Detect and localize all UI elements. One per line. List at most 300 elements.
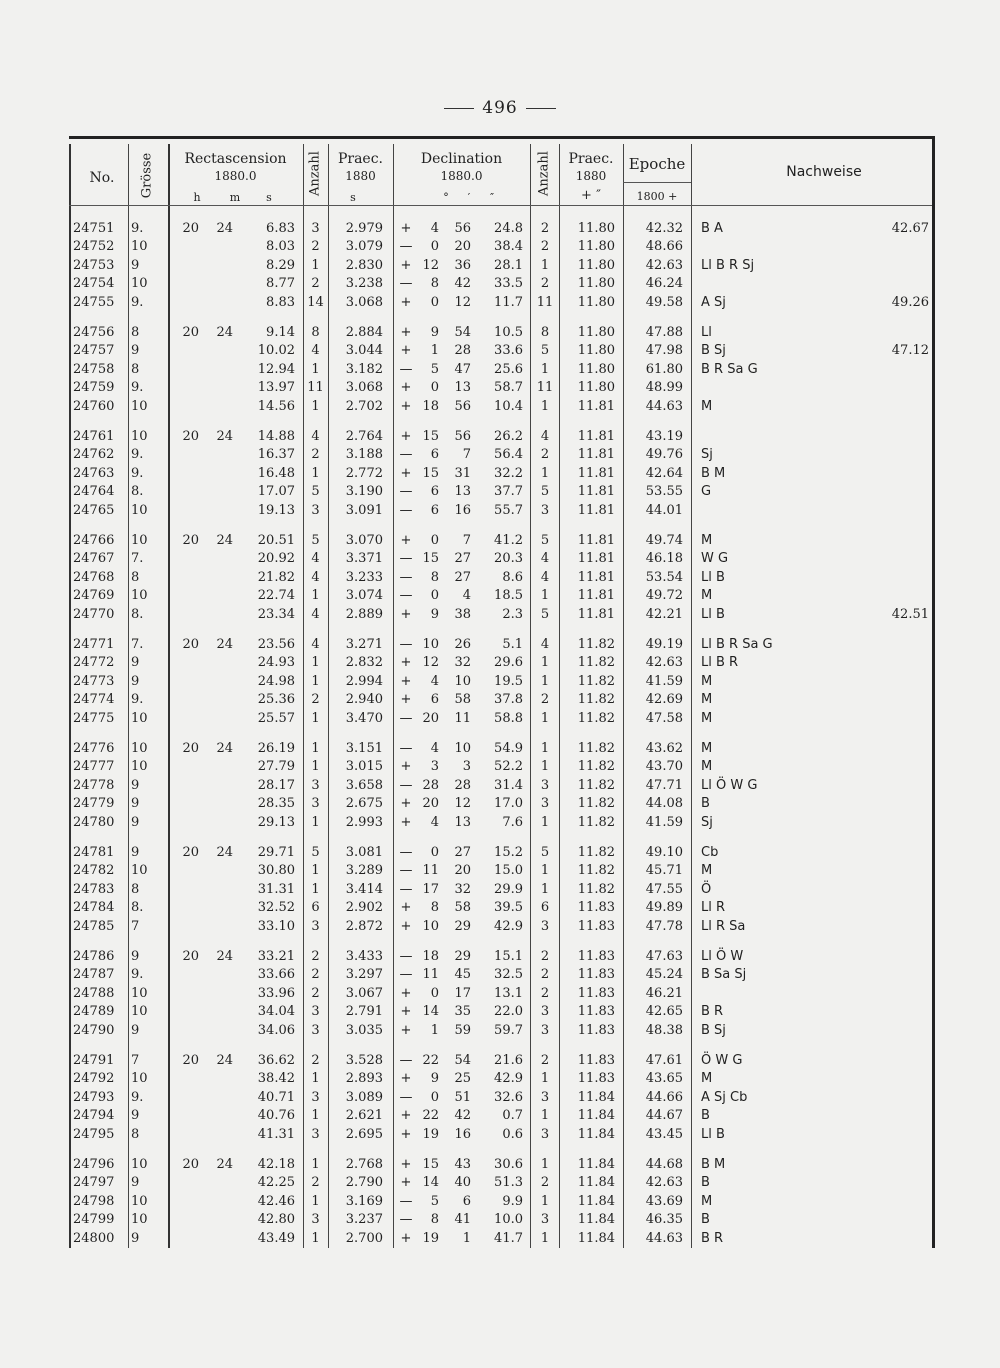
cell-ep: 48.99 [645,380,683,396]
cell-pa: 2.994 [345,673,383,689]
cell-ds: 8.6 [502,569,523,585]
cell-gr: 10 [131,741,148,756]
cell-pd: 11.84 [577,1157,615,1172]
cell-d: 9 [430,1071,439,1087]
cell-n2: 3 [540,502,550,518]
table-row [69,465,935,483]
cell-dm: 28 [454,343,471,359]
table-row [69,862,935,880]
cell-ds: 56.4 [494,447,523,463]
cell-n: 4 [311,429,320,444]
cell-n: 2 [311,692,320,708]
table-row [69,740,935,758]
cell-ds: 55.7 [494,502,523,518]
cell-no: 24784 [73,900,115,916]
cell-sign: — [399,863,413,879]
header-anzahl: Anzahl [307,151,323,196]
cell-n2: 8 [540,325,550,340]
cell-ep: 46.18 [645,551,683,567]
table-row [69,569,935,587]
cell-nw: Ll B [701,569,725,585]
header-rectascension: Rectascension [184,151,287,167]
cell-n: 4 [311,637,320,652]
cell-pd: 11.83 [577,900,615,916]
cell-pd: 11.81 [577,588,615,604]
cell-sign: — [399,1212,413,1228]
cell-ep: 49.76 [645,447,683,463]
cell-n: 1 [311,759,320,775]
cell-pd: 11.80 [577,239,615,255]
cell-ds: 33.6 [494,343,523,359]
cell-ds: 25.6 [494,361,523,377]
cell-nw: B A [701,221,723,236]
cell-pd: 11.82 [577,673,615,689]
table-row [69,446,935,464]
cell-dm: 40 [454,1175,471,1191]
cell-pa: 3.015 [345,759,383,775]
table-row [69,948,935,966]
cell-dm: 58 [454,692,471,708]
cell-no: 24794 [73,1108,115,1124]
cell-d: 6 [430,502,439,518]
cell-n: 2 [311,949,320,964]
cell-pd: 11.82 [577,863,615,879]
cell-s: 16.37 [257,447,295,463]
table-row [69,1193,935,1211]
cell-nw: M [701,692,713,708]
cell-nw: B Sj [701,1022,726,1038]
table-row [69,918,935,936]
table-row [69,777,935,795]
cell-ds: 10.5 [494,325,523,340]
cell-d: 8 [430,276,439,292]
table-row [69,654,935,672]
cell-sign: + [400,1004,412,1020]
table-row [69,1211,935,1229]
table-row [69,257,935,275]
header-anzahl-2: Anzahl [536,151,552,196]
cell-extra: 49.26 [891,294,929,310]
cell-dm: 10 [454,741,471,756]
cell-gr: 8 [131,361,140,377]
cell-n2: 5 [540,343,550,359]
cell-nw: Sj [701,447,713,463]
cell-ds: 59.7 [494,1022,523,1038]
page-number-text: 496 [482,98,518,118]
cell-gr: 7. [131,637,144,652]
cell-nw: Ll B [701,1126,725,1142]
cell-s: 41.31 [257,1126,295,1142]
cell-pa: 2.790 [345,1175,383,1191]
table-row [69,814,935,832]
cell-nw: B [701,1212,710,1228]
cell-pd: 11.84 [577,1230,615,1246]
cell-s: 33.10 [257,918,295,934]
cell-m: 24 [216,741,233,756]
cell-ds: 18.5 [494,588,523,604]
cell-s: 29.71 [257,845,295,860]
cell-sign: + [400,325,412,340]
cell-ds: 31.4 [494,777,523,793]
cell-sign: — [399,484,413,500]
cell-pd: 11.81 [577,606,615,622]
cell-ds: 32.5 [494,967,523,983]
cell-ds: 51.3 [494,1175,523,1191]
cell-gr: 9. [131,1089,144,1105]
cell-ep: 53.55 [645,484,683,500]
cell-m: 24 [216,429,233,444]
cell-ep: 45.24 [645,967,683,983]
cell-sign: + [400,900,412,916]
cell-gr: 9 [131,257,140,273]
cell-n2: 1 [540,1108,550,1124]
table-row [69,483,935,501]
cell-no: 24764 [73,484,115,500]
cell-pa: 3.089 [345,1089,383,1105]
cell-nw: B [701,1108,710,1124]
cell-sign: + [400,1126,412,1142]
cell-pa: 2.772 [345,465,383,481]
cell-h: 20 [182,741,199,756]
cell-h: 20 [182,533,199,548]
cell-pa: 2.940 [345,692,383,708]
cell-ep: 43.65 [645,1071,683,1087]
cell-n2: 2 [540,1175,550,1191]
table-top-rule [69,136,935,139]
cell-pd: 11.81 [577,533,615,548]
cell-sign: — [399,637,413,652]
cell-gr: 9 [131,655,140,671]
cell-s: 13.97 [257,380,295,396]
cell-ep: 42.32 [645,221,683,236]
cell-pd: 11.81 [577,447,615,463]
cell-dm: 36 [454,257,471,273]
cell-n2: 3 [540,918,550,934]
cell-nw: A Sj [701,294,726,310]
cell-sign: + [400,1230,412,1246]
cell-nw: B R Sa G [701,361,758,377]
cell-sign: — [399,276,413,292]
cell-sign: + [400,380,412,396]
cell-no: 24763 [73,465,115,481]
cell-s: 27.79 [257,759,295,775]
cell-dm: 3 [462,759,471,775]
cell-d: 12 [422,655,439,671]
cell-n2: 3 [540,1212,550,1228]
cell-s: 40.76 [257,1108,295,1124]
cell-pd: 11.82 [577,637,615,652]
cell-n2: 1 [540,759,550,775]
cell-ds: 24.8 [494,221,523,236]
cell-no: 24760 [73,398,115,414]
cell-ep: 44.08 [645,796,683,812]
cell-n: 1 [311,361,320,377]
cell-n: 5 [311,845,320,860]
cell-ep: 42.69 [645,692,683,708]
cell-ep: 44.63 [645,398,683,414]
cell-s: 42.80 [257,1212,295,1228]
cell-ep: 44.63 [645,1230,683,1246]
cell-n2: 2 [540,692,550,708]
cell-nw: Ö [701,881,712,897]
cell-s: 43.49 [257,1230,295,1246]
cell-pa: 3.151 [345,741,383,756]
cell-pa: 3.091 [345,502,383,518]
cell-no: 24777 [73,759,115,775]
cell-sign: + [400,1175,412,1191]
cell-pd: 11.82 [577,814,615,830]
header-units-h: h [193,191,201,204]
cell-s: 28.17 [257,777,295,793]
cell-n2: 3 [540,1126,550,1142]
cell-n: 1 [311,465,320,481]
cell-pd: 11.82 [577,845,615,860]
cell-no: 24757 [73,343,115,359]
cell-gr: 9 [131,845,140,860]
cell-h: 20 [182,845,199,860]
cell-ep: 42.64 [645,465,683,481]
cell-pa: 3.297 [345,967,383,983]
cell-extra: 47.12 [891,343,929,359]
cell-dm: 35 [454,1004,471,1020]
cell-sign: — [399,741,413,756]
cell-sign: — [399,1053,413,1068]
cell-gr: 8. [131,484,144,500]
cell-pa: 3.068 [345,380,383,396]
cell-sign: + [400,343,412,359]
cell-no: 24771 [73,637,115,652]
cell-gr: 10 [131,276,148,292]
cell-n2: 1 [540,257,550,273]
cell-gr: 9. [131,465,144,481]
cell-dm: 43 [454,1157,471,1172]
cell-no: 24759 [73,380,115,396]
cell-nw: B [701,1175,710,1191]
cell-n: 4 [311,343,320,359]
cell-pd: 11.82 [577,777,615,793]
cell-d: 0 [430,533,439,548]
cell-no: 24793 [73,1089,115,1105]
cell-s: 21.82 [257,569,295,585]
cell-s: 38.42 [257,1071,295,1087]
cell-nw: B M [701,1157,726,1172]
cell-d: 4 [430,741,439,756]
cell-n2: 1 [540,465,550,481]
cell-d: 0 [430,380,439,396]
cell-dm: 17 [454,985,471,1001]
cell-no: 24791 [73,1053,115,1068]
epoche-subrule [623,182,691,183]
header-praec-2: Praec. [568,151,614,167]
cell-dm: 56 [454,221,471,236]
table-row [69,1156,935,1174]
cell-s: 8.77 [266,276,295,292]
cell-gr: 7 [131,1053,140,1068]
cell-sign: + [400,1022,412,1038]
cell-m: 24 [216,1157,233,1172]
cell-ep: 47.63 [645,949,683,964]
cell-n: 4 [311,569,320,585]
cell-ds: 0.7 [502,1108,523,1124]
cell-d: 19 [422,1230,439,1246]
cell-dm: 10 [454,673,471,689]
cell-no: 24751 [73,221,115,236]
cell-d: 1 [430,1022,439,1038]
cell-gr: 8 [131,569,140,585]
cell-n: 1 [311,863,320,879]
cell-pd: 11.80 [577,257,615,273]
cell-nw: Ll Ö W [701,949,744,964]
cell-pd: 11.84 [577,1212,615,1228]
cell-s: 29.13 [257,814,295,830]
cell-pd: 11.80 [577,221,615,236]
cell-pa: 2.764 [345,429,383,444]
cell-ep: 47.98 [645,343,683,359]
cell-no: 24790 [73,1022,115,1038]
cell-n: 2 [311,1053,320,1068]
header-no: No. [89,170,115,186]
cell-ep: 46.24 [645,276,683,292]
cell-d: 15 [422,429,439,444]
cell-no: 24762 [73,447,115,463]
cell-dm: 31 [454,465,471,481]
cell-gr: 7 [131,918,140,934]
cell-pd: 11.83 [577,949,615,964]
cell-d: 0 [430,239,439,255]
cell-pd: 11.84 [577,1126,615,1142]
cell-n: 3 [311,221,320,236]
cell-n2: 1 [540,710,550,726]
cell-gr: 10 [131,1157,148,1172]
cell-pa: 3.414 [345,881,383,897]
cell-no: 24768 [73,569,115,585]
header-groesse: Grösse [139,152,155,199]
cell-dm: 45 [454,967,471,983]
cell-n: 5 [311,533,320,548]
cell-nw: Ll Ö W G [701,777,758,793]
cell-pd: 11.81 [577,551,615,567]
table-row [69,587,935,605]
cell-pd: 11.83 [577,918,615,934]
cell-ds: 26.2 [494,429,523,444]
table-row [69,758,935,776]
cell-n: 1 [311,1193,320,1209]
cell-no: 24789 [73,1004,115,1020]
cell-sign: — [399,239,413,255]
table-row [69,361,935,379]
cell-pa: 3.233 [345,569,383,585]
cell-d: 14 [422,1004,439,1020]
cell-pa: 3.190 [345,484,383,500]
cell-nw: Ö W G [701,1053,743,1068]
cell-pa: 2.884 [345,325,383,340]
cell-ep: 46.35 [645,1212,683,1228]
cell-n2: 2 [540,949,550,964]
cell-m: 24 [216,533,233,548]
cell-gr: 10 [131,863,148,879]
cell-pa: 3.074 [345,588,383,604]
cell-d: 0 [430,985,439,1001]
cell-no: 24780 [73,814,115,830]
cell-sign: + [400,814,412,830]
cell-dm: 12 [454,294,471,310]
cell-gr: 9. [131,692,144,708]
cell-n2: 5 [540,606,550,622]
cell-ds: 13.1 [494,985,523,1001]
cell-ep: 48.66 [645,239,683,255]
cell-d: 8 [430,569,439,585]
cell-pa: 2.830 [345,257,383,273]
cell-ds: 28.1 [494,257,523,273]
cell-sign: — [399,1193,413,1209]
cell-nw: B M [701,465,726,481]
cell-n: 1 [311,673,320,689]
cell-s: 25.36 [257,692,295,708]
cell-nw: Ll B [701,606,725,622]
cell-n: 3 [311,796,320,812]
cell-d: 9 [430,325,439,340]
cell-d: 0 [430,1089,439,1105]
cell-ep: 47.61 [645,1053,683,1068]
cell-dm: 7 [462,447,471,463]
cell-m: 24 [216,325,233,340]
cell-pa: 2.993 [345,814,383,830]
cell-pa: 2.700 [345,1230,383,1246]
cell-nw: M [701,759,713,775]
cell-nw: Ll B R Sj [701,257,755,273]
cell-d: 4 [430,673,439,689]
cell-nw: B R [701,1230,724,1246]
cell-nw: M [701,710,713,726]
cell-gr: 9 [131,777,140,793]
cell-d: 9 [430,606,439,622]
cell-gr: 10 [131,1004,148,1020]
catalogue-table [69,136,935,1248]
table-row [69,966,935,984]
cell-sign: + [400,1071,412,1087]
cell-dm: 25 [454,1071,471,1087]
cell-nw: M [701,741,713,756]
cell-ep: 49.58 [645,294,683,310]
cell-n: 1 [311,710,320,726]
cell-ds: 58.8 [494,710,523,726]
cell-gr: 9. [131,294,144,310]
cell-ds: 32.2 [494,465,523,481]
cell-nw: M [701,1193,713,1209]
cell-sign: + [400,759,412,775]
cell-pd: 11.83 [577,985,615,1001]
cell-d: 14 [422,1175,439,1191]
cell-gr: 10 [131,1193,148,1209]
cell-d: 28 [422,777,439,793]
table-row [69,691,935,709]
cell-sign: + [400,673,412,689]
cell-nw: B Sj [701,343,726,359]
cell-d: 15 [422,465,439,481]
cell-n: 3 [311,502,320,518]
table-row [69,636,935,654]
cell-no: 24785 [73,918,115,934]
cell-d: 5 [430,361,439,377]
cell-dm: 12 [454,796,471,812]
cell-pa: 2.893 [345,1071,383,1087]
cell-s: 42.46 [257,1193,295,1209]
cell-ds: 15.2 [494,845,523,860]
cell-ds: 33.5 [494,276,523,292]
cell-dm: 51 [454,1089,471,1105]
cell-gr: 9. [131,380,144,396]
cell-n: 3 [311,1126,320,1142]
